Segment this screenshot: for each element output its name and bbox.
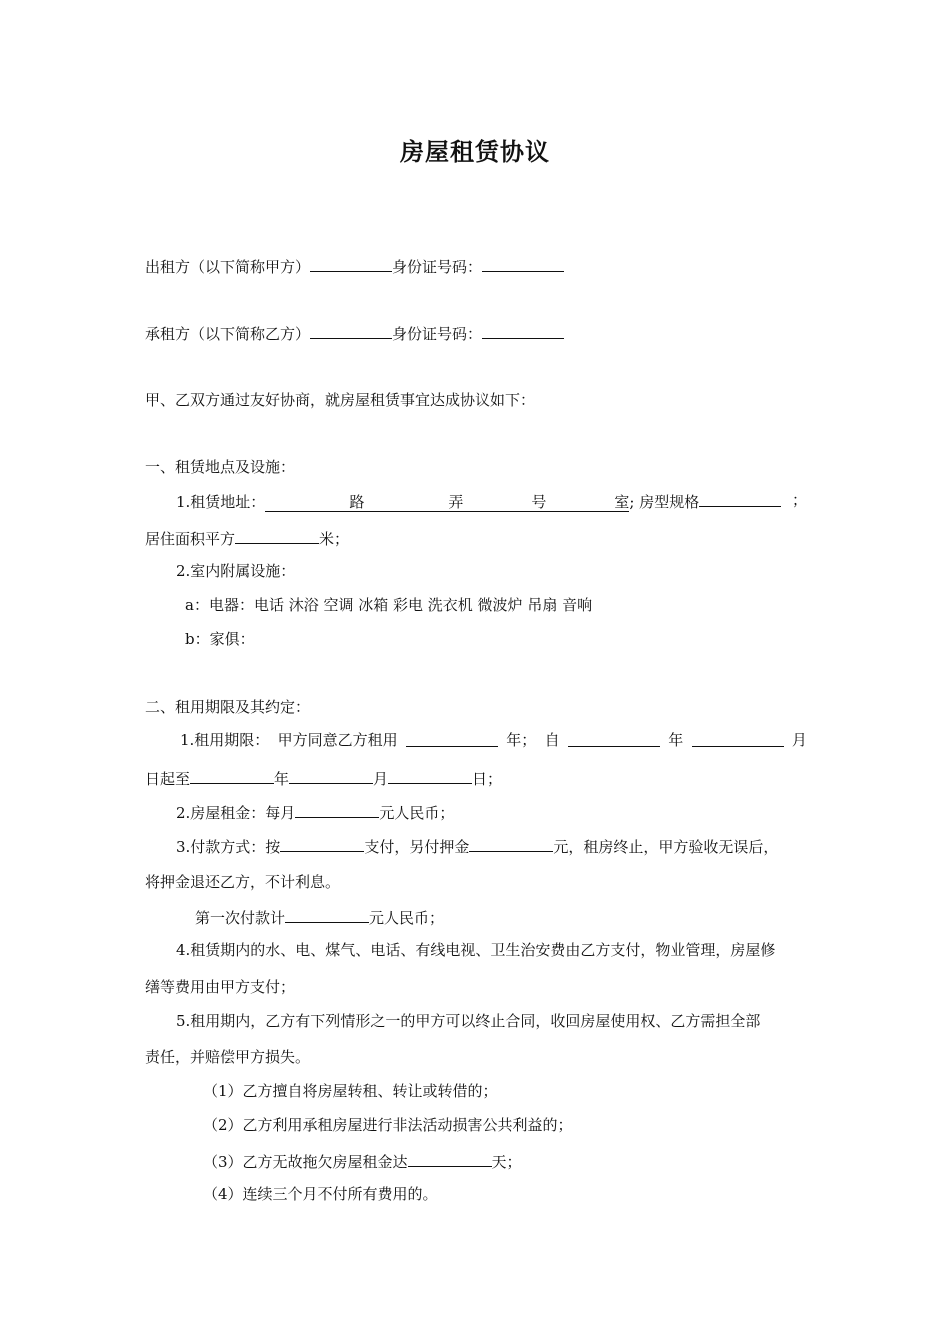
lessor-id-blank[interactable] <box>482 255 564 272</box>
payment-mid: 支付，另付押金 <box>364 838 470 856</box>
fees-line-2: 缮等费用由甲方支付； <box>145 978 296 996</box>
day-from: 日起至 <box>145 770 191 788</box>
term-year-unit: 年； <box>506 731 537 749</box>
lessee-label: 承租方（以下简称乙方） <box>145 325 311 343</box>
address-blank[interactable] <box>265 493 629 512</box>
area-unit: 米； <box>319 530 350 548</box>
condition-2: （2）乙方利用承租房屋进行非法活动损害公共利益的； <box>203 1116 573 1134</box>
number-label: 号 <box>531 493 547 511</box>
document-title: 房屋租赁协议 <box>400 137 550 166</box>
end-year-blank[interactable] <box>190 767 274 784</box>
end-day-blank[interactable] <box>388 767 472 784</box>
arrears-days-blank[interactable] <box>408 1150 492 1167</box>
lessor-line <box>145 255 807 277</box>
first-payment-line <box>195 906 857 928</box>
area-label: 居住面积平方 <box>145 530 236 548</box>
start-year-blank[interactable] <box>568 730 660 747</box>
semicolon: ； <box>791 491 807 509</box>
start-year-unit: 年 <box>668 731 684 749</box>
term-years-blank[interactable] <box>406 730 498 747</box>
lessee-id-label: 身份证号码： <box>392 325 483 343</box>
lessee-line <box>145 322 807 344</box>
furniture-line: b：家俱： <box>185 630 255 648</box>
payment-tail: 元，租房终止，甲方验收无误后， <box>553 838 779 856</box>
end-month-unit: 月 <box>373 770 389 788</box>
condition-3-label: （3）乙方无故拖欠房屋租金达 <box>203 1153 408 1171</box>
condition-4: （4）连续三个月不付所有费用的。 <box>203 1185 438 1203</box>
end-day-unit: 日； <box>472 770 503 788</box>
facilities-heading: 2.室内附属设施： <box>176 562 296 580</box>
area-line <box>145 527 807 549</box>
section-1-heading: 一、租赁地点及设施： <box>145 458 296 476</box>
address-label: 1.租赁地址： <box>176 493 266 511</box>
room-label: 室 <box>614 493 630 511</box>
section-2-heading: 二、租用期限及其约定： <box>145 698 311 716</box>
start-month-unit: 月 <box>791 731 807 749</box>
rent-unit: 元人民币； <box>379 804 455 822</box>
area-blank[interactable] <box>235 527 319 544</box>
payment-line-2: 将押金退还乙方，不计利息。 <box>145 873 341 891</box>
lessee-id-blank[interactable] <box>482 322 564 339</box>
lessor-id-label: 身份证号码： <box>392 258 483 276</box>
first-payment-label: 第一次付款计 <box>195 909 286 927</box>
term-label: 1.租用期限： <box>180 731 270 749</box>
lessor-label: 出租方（以下简称甲方） <box>145 258 311 276</box>
lessor-name-blank[interactable] <box>310 255 392 272</box>
rent-blank[interactable] <box>295 801 379 818</box>
spec-blank[interactable] <box>699 490 781 507</box>
spec-label: ; 房型规格 <box>629 493 700 511</box>
rent-label: 2.房屋租金：每月 <box>176 804 296 822</box>
end-month-blank[interactable] <box>289 767 373 784</box>
term-end-line <box>145 767 807 789</box>
lessee-name-blank[interactable] <box>310 322 392 339</box>
payment-line <box>176 835 807 857</box>
first-payment-unit: 元人民币； <box>369 909 445 927</box>
fees-line-1: 4.租赁期内的水、电、煤气、电话、有线电视、卫生治安费由乙方支付，物业管理，房屋修 <box>176 941 776 959</box>
road-label: 路 <box>349 493 365 511</box>
condition-1: （1）乙方擅自将房屋转租、转让或转借的； <box>203 1082 498 1100</box>
end-year-unit: 年 <box>274 770 290 788</box>
address-line <box>176 490 807 512</box>
appliances-line: a：电器：电话 沐浴 空调 冰箱 彩电 洗衣机 微波炉 吊扇 音响 <box>185 596 593 614</box>
lane-label: 弄 <box>448 493 464 511</box>
first-payment-blank[interactable] <box>285 906 369 923</box>
condition-3-unit: 天； <box>491 1153 522 1171</box>
rent-line <box>176 801 807 823</box>
termination-line-2: 责任，并赔偿甲方损失。 <box>145 1048 311 1066</box>
payment-label: 3.付款方式：按 <box>176 838 281 856</box>
term-from: 自 <box>544 731 560 749</box>
deposit-blank[interactable] <box>469 835 553 852</box>
termination-line-1: 5.租用期内，乙方有下列情形之一的甲方可以终止合同，收回房屋使用权、乙方需担全部 <box>176 1012 761 1030</box>
term-text: 甲方同意乙方租用 <box>277 731 398 749</box>
term-line <box>180 730 807 750</box>
condition-3 <box>203 1150 865 1172</box>
start-month-blank[interactable] <box>692 730 784 747</box>
payment-method-blank[interactable] <box>280 835 364 852</box>
intro-text: 甲、乙双方通过友好协商，就房屋租赁事宜达成协议如下： <box>145 391 536 409</box>
